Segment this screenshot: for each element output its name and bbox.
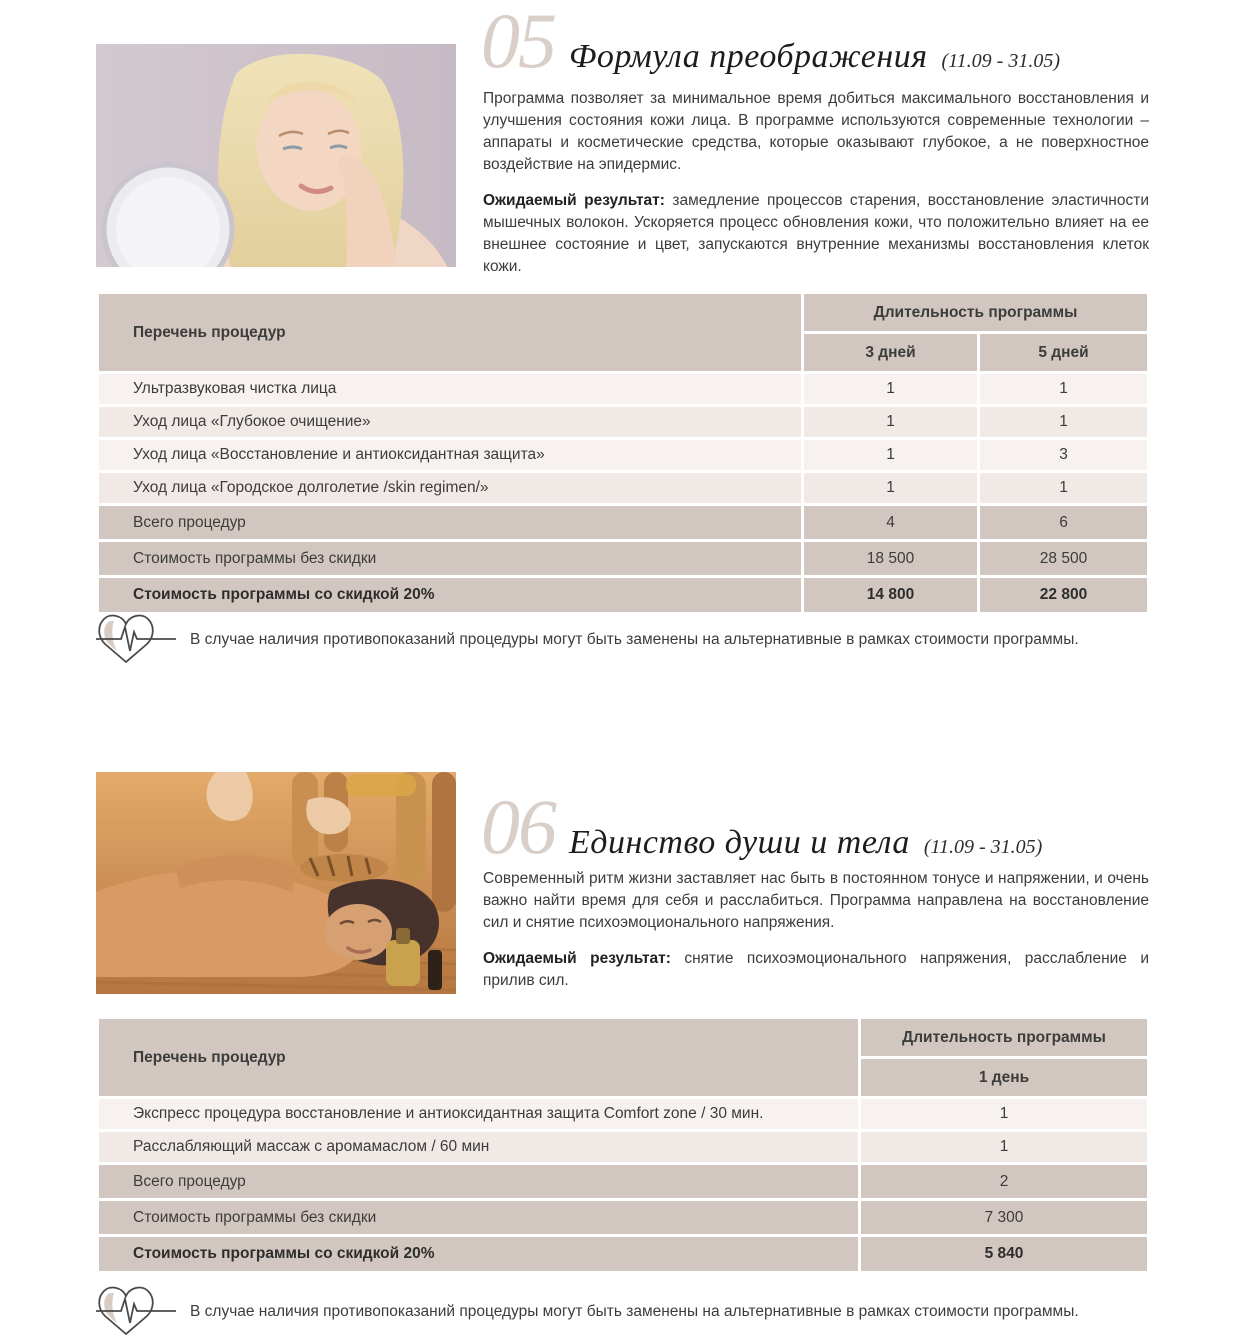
section-06-description: [483, 868, 1149, 992]
table-row: Уход лица «Восстановление и антиоксидантная защита» 1 3: [98, 439, 1149, 472]
facial-care-photo: [96, 44, 456, 267]
column-header-1-day: 1 день: [860, 1058, 1149, 1098]
table-row-price: Стоимость программы без скидки 18 500 28 500: [98, 541, 1149, 577]
table-row: Экспресс процедура восстановление и антиоксидантная защита Comfort zone / 30 мин. 1: [98, 1098, 1149, 1131]
section-title: Единство души и тела: [569, 824, 910, 861]
heartbeat-icon: [96, 1284, 180, 1340]
paragraph: Ожидаемый результат: замедление процессов старения, восстановление эластичности мышечных волокон. Ускоряется процесс обновления кожи, что положительно влияет на ее внешнее состояние и цвет, запускаются внутренние механизмы восстановления клеток кожи.: [483, 192, 1149, 275]
table-row-price: Стоимость программы без скидки 7 300: [98, 1200, 1149, 1236]
section-dates: (11.09 - 31.05): [923, 836, 1043, 858]
column-header-3-days: 3 дней: [803, 333, 979, 373]
contraindication-note: В случае наличия противопоказаний процедуры могут быть заменены на альтернативные в рамках стоимости программы.: [96, 1284, 1156, 1340]
table-row: Ультразвуковая чистка лица 1 1: [98, 373, 1149, 406]
section-title: Формула преображения: [569, 38, 928, 75]
paragraph: Современный ритм жизни заставляет нас быть в постоянном тонусе и напряжении, и очень важно найти время для себя и расслабиться. Программа направлена на восстановление сил и снятие психоэмоционального напряжения.: [483, 870, 1149, 931]
column-header-procedures: Перечень процедур: [98, 1018, 860, 1098]
table-row-total: Всего процедур 4 6: [98, 505, 1149, 541]
column-header-5-days: 5 дней: [979, 333, 1149, 373]
table-row: Расслабляющий массаж с аромамаслом / 60 мин 1: [98, 1131, 1149, 1164]
price-table-06: [96, 1016, 1150, 1274]
heartbeat-icon: [96, 612, 180, 668]
table-row-discount-price: Стоимость программы со скидкой 20% 5 840: [98, 1236, 1149, 1273]
table-row: Уход лица «Городское долголетие /skin regimen/» 1 1: [98, 472, 1149, 505]
section-06-heading: [481, 783, 1043, 870]
table-row: Уход лица «Глубокое очищение» 1 1: [98, 406, 1149, 439]
table-row-total: Всего процедур 2: [98, 1164, 1149, 1200]
contraindication-note: В случае наличия противопоказаний процедуры могут быть заменены на альтернативные в рамках стоимости программы.: [96, 612, 1156, 668]
column-header-duration: Длительность программы: [803, 293, 1149, 333]
price-table-05: [96, 291, 1150, 615]
section-dates: (11.09 - 31.05): [941, 50, 1060, 72]
table-row-discount-price: Стоимость программы со скидкой 20% 14 800 22 800: [98, 577, 1149, 614]
section-number: 06: [481, 783, 555, 870]
column-header-procedures: Перечень процедур: [98, 293, 803, 373]
paragraph: Программа позволяет за минимальное время добиться максимального восстановления и улучшения состояния кожи лица. В программе используются современные технологии – аппараты и косметические средства, которые оказывают глубокое, а не поверхностное воздействие на эпидермис.: [483, 90, 1149, 173]
massage-photo: [96, 772, 456, 994]
section-number: 05: [481, 0, 555, 84]
section-05-heading: [481, 0, 1060, 84]
section-05-description: [483, 88, 1149, 278]
paragraph: Ожидаемый результат: снятие психоэмоционального напряжения, расслабление и прилив сил.: [483, 950, 1149, 989]
column-header-duration: Длительность программы: [860, 1018, 1149, 1058]
